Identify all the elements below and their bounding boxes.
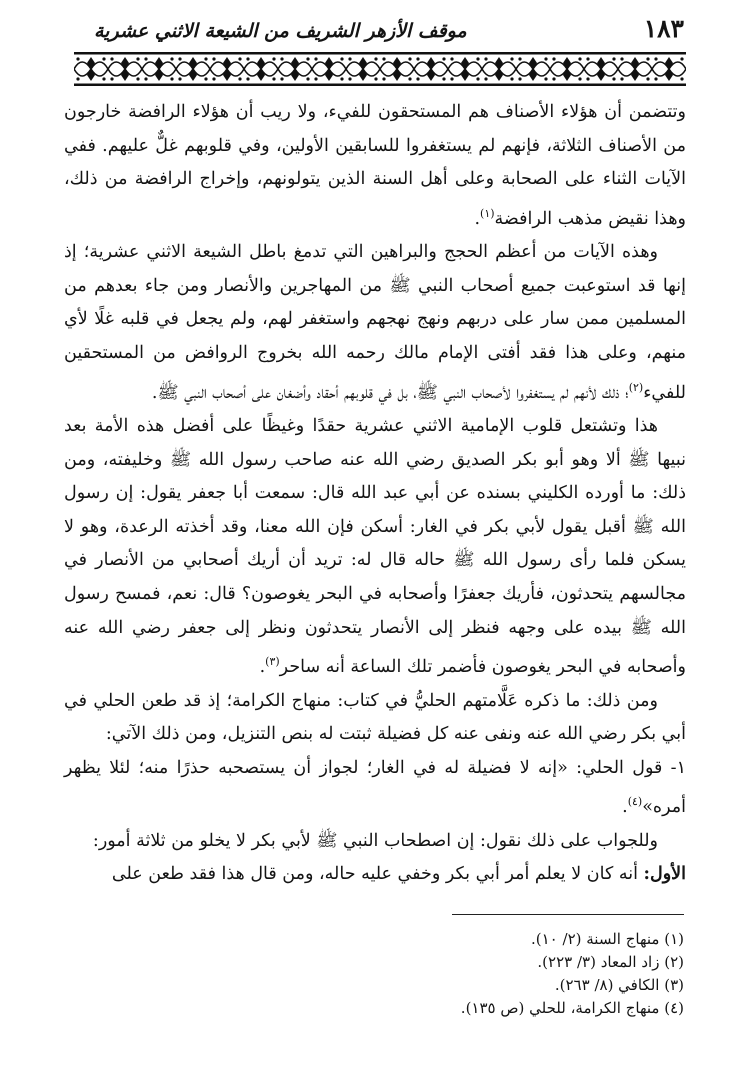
footnote-4: (٤) منهاج الكرامة، للحلي (ص ١٣٥). [460, 999, 684, 1017]
footnote-1: (١) منهاج السنة (٢/ ١٠). [531, 930, 684, 948]
footnote-3: (٣) الكافي (٨/ ٢٦٣). [554, 976, 684, 994]
list-item-1: ١- قول الحلي: «إنه لا فضيلة له في الغار؛ لجواز أن يستصحبه حذرًا منه؛ لئلا يظهر أمره»$^{(٤)}$. [64, 757, 686, 818]
paragraph-2: وهذه الآيات من أعظم الحجج والبراهين التي تدمغ باطل الشيعة الاثني عشرية؛ إذ إنها قد استوعبت جميع أصحاب النبي ﷺ من المهاجرين والأنصار ومن جاء بعدهم من المسلمين ممن سار على دربهم ونهج نهجهم واستغفر لهم، ولم يجعل في قلبه غلًا لأي منهم، وعلى هذا فقد أفتى الإمام مالك رحمه الله بخروج الروافض من المستحقين للفيء$^{(٢)}$؛ ذلك لأنهم لم يستغفروا لأصحاب النبي ﷺ، بل في قلوبهم أحقاد وأضغان على أصحاب النبي ﷺ. [64, 242, 686, 403]
running-title: موقف الأزهر الشريف من الشيعة الاثني عشرية [94, 20, 467, 42]
page-number: ١٨٣ [643, 14, 684, 43]
footnotes [300, 928, 684, 1020]
ornamental-border [74, 52, 686, 86]
footnote-divider [452, 914, 684, 915]
paragraph-1: وتتضمن أن هؤلاء الأصناف هم المستحقون للفيء، ولا ريب أن هؤلاء الرافضة خارجون من الأصناف الثلاثة، فإنهم لم يستغفروا للسابقين الأولين، وفي قلوبهم غلٌّ عليهم. ففي الآيات الثناء على الصحابة وعلى أهل السنة الذين يتولونهم، وإخراج الرافضة من ذلك، وهذا نقيض مذهب الرافضة$^{(١)}$. [64, 102, 686, 229]
lead-word: الأول: [643, 864, 686, 885]
paragraph-6: الأول: أنه كان لا يعلم أمر أبي بكر وخفي عليه حاله، ومن قال هذا فقد طعن على [111, 864, 686, 885]
paragraph-4: ومن ذلك: ما ذكره عَلَّامتهم الحليُّ في كتاب: منهاج الكرامة؛ إذ قد طعن الحلي في أبي بكر رضي الله عنه ونفى عنه كل فضيلة ثبتت له بنص التنزيل، ومن ذلك الآتي: [64, 690, 686, 745]
footnote-marker-1[interactable]: (١) [480, 206, 495, 220]
footnote-marker-4[interactable]: (٤) [627, 795, 643, 809]
paragraph-5: وللجواب على ذلك نقول: إن اصطحاب النبي ﷺ لأبي بكر لا يخلو من ثلاثة أمور: [92, 830, 658, 851]
main-text [64, 96, 686, 892]
paragraph-3: هذا وتشتعل قلوب الإمامية الاثني عشرية حقدًا وغيظًا على أفضل هذه الأمة بعد نبيها ﷺ ألا وهو أبو بكر الصديق رضي الله عنه صاحب رسول الله ﷺ وخليفته، ومن ذلك: ما أورده الكليني بسنده عن أبي عبد الله قال: سمعت أبا جعفر يقول: إن رسول الله ﷺ أقبل يقول لأبي بكر في الغار: أسكن فإن الله معنا، وقد أخذته الرعدة، وهو لا يسكن فلما رأى رسول الله ﷺ حاله قال له: تريد أن أريك أصحابي من الأنصار في مجالسهم يتحدثون، فأريك جعفرًا وأصحابه في البحر يغوصون؟ قال: نعم، فمسح رسول الله ﷺ بيده على وجهه فنظر إلى الأنصار يتحدثون ونظر إلى جعفر رضي الله عنه وأصحابه في البحر يغوصون فأضمر تلك الساعة أنه ساحر$^{(٣)}$. [64, 416, 686, 677]
footnote-2: (٢) زاد المعاد (٣/ ٢٢٣). [537, 953, 684, 971]
footnote-marker-3[interactable]: (٣) [265, 655, 280, 669]
footnote-marker-2[interactable]: (٢) [628, 380, 644, 394]
